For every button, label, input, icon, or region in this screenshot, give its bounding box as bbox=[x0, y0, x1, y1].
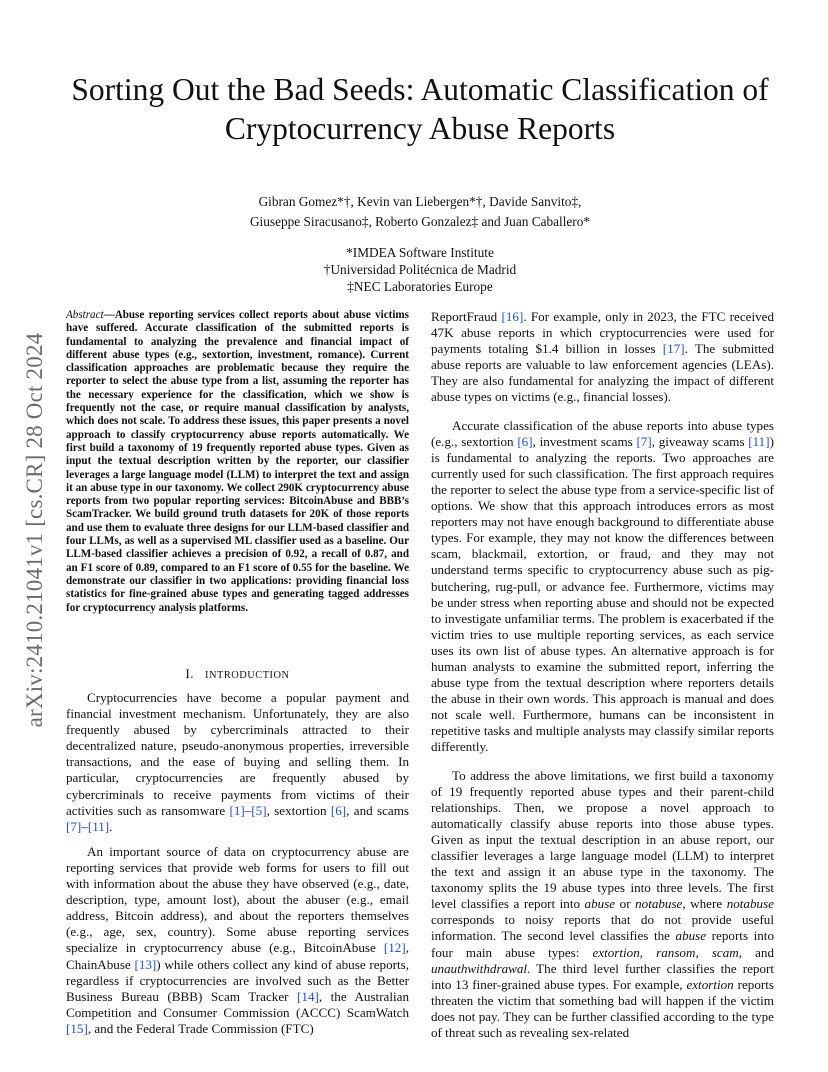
text-run: ) while others collect any kind of abuse reports, regardless if cryptocurrencies are involved such as the Better Business Bureau (BBB) Scam Tracker bbox=[66, 956, 409, 1004]
emphasis: extortion bbox=[592, 944, 640, 960]
citation-link[interactable]: [11] bbox=[87, 818, 110, 834]
text-run: corresponds to noisy reports that do not provide useful information. The second level classifies the bbox=[431, 912, 774, 944]
text-run: , giveaway scams bbox=[651, 433, 749, 449]
text-run: reports into four main abuse types: bbox=[431, 928, 774, 960]
text-run: , bbox=[639, 944, 657, 960]
text-run: , ChainAbuse bbox=[66, 940, 409, 972]
abstract-text: —Abuse reporting services collect reports about abuse victims have suffered. Accurate classification of the submitted reports is fundamental to analyzing the prevalence and financial impact of different abuse types (e.g., sextortion, investment, romance). Current classification approaches are problematic because they require the reporter to select the abuse type from a list, assuming the reporter has the necessary experience for the classification, which we show is frequently not the case, or require manual classification by analysts, which does not scale. To address these issues, this paper presents a novel approach to classify cryptocurrency abuse reports automatically. We first build a taxonomy of 19 frequently reported abuse types. Given as input the textual description written by the reporter, our classifier leverages a large language model (LLM) to interpret the text and assign it an abuse type in our taxonomy. We collect 290K cryptocurrency abuse reports from two popular reporting services: BitcoinAbuse and BBB’s ScamTracker. We build ground truth datasets for 20K of those reports and use them to evaluate three designs for our LLM-based classifier and four LLMs, as well as a supervised ML classifier used as a baseline. Our LLM-based classifier achieves a precision of 0.92, a recall of 0.87, and an F1 score of 0.89, compared to an F1 score of 0.55 for the baseline. We demonstrate our classifier in two applications: providing financial loss statistics for fine-grained abuse types and generating tagged addresses for cryptocurrency analysis platforms. bbox=[66, 309, 409, 614]
text-run: , sextortion bbox=[266, 802, 331, 818]
citation-link[interactable]: [16] bbox=[501, 309, 524, 324]
text-run: reports threaten the victim that something bad will happen if the victim does not pay. They can be further classified according to the type of threat such as revealing sex-related bbox=[431, 976, 774, 1041]
emphasis: abuse bbox=[584, 896, 616, 912]
emphasis: ransom bbox=[656, 944, 696, 960]
text-run: To address the above limitations, we first build a taxonomy of 19 frequently reported abuse types and their parent-child relationships. Then, we propose a novel approach to automatically classify abuse reports into those abuse types. Given as input the textual description in an abuse report, our classifier leverages a large language model (LLM) to interpret the text and assign it an abuse type in the taxonomy. The taxonomy splits the 19 abuse types into three levels. The first level classifies a report into bbox=[431, 767, 774, 912]
text-run: . For example, only in 2023, the FTC received 47K abuse reports in which cryptocurrencies were used for payments totaling $1.4 billion in losses bbox=[431, 309, 774, 357]
abstract-label: Abstract bbox=[66, 309, 104, 321]
section-title: INTRODUCTION bbox=[205, 670, 290, 681]
introduction-text bbox=[66, 690, 409, 1037]
paragraph-intro-1 bbox=[66, 690, 409, 835]
citation-link[interactable]: [12] bbox=[383, 940, 406, 956]
text-run: . The third level further classifies the report into 13 finer-grained abuse types. For example, bbox=[431, 960, 774, 992]
citation-link[interactable]: [1] bbox=[229, 802, 245, 818]
arxiv-stamp-text: arXiv:2410.21041v1 [cs.CR] 28 Oct 2024 bbox=[22, 332, 47, 728]
text-run: – bbox=[244, 802, 252, 818]
text-run: , investment scams bbox=[532, 433, 637, 449]
emphasis: unauthwithdrawal bbox=[431, 960, 528, 976]
text-run: Accurate classification of the abuse reports into abuse types (e.g., sextortion bbox=[431, 417, 774, 449]
text-run: , the Australian Competition and Consumer Commission (ACCC) ScamWatch bbox=[66, 988, 410, 1020]
citation-link[interactable]: [7] bbox=[636, 433, 652, 449]
affiliation-nec: ‡NEC Laboratories Europe bbox=[347, 279, 493, 294]
paragraph-classification bbox=[431, 418, 774, 756]
paragraph-approach bbox=[431, 768, 774, 1042]
citation-link[interactable]: [17] bbox=[662, 341, 685, 357]
text-run: ) is fundamental to analyzing the reports. Two approaches are currently used for such classification. The first approach requires the reporter to select the abuse type from a service-specific list of options. We show that this approach introduces errors as most reporters may not have enough background to differentiate abuse types. For example, they may not know the differences between scam, blackmail, extortion, or fraud, and they may not understand terms specific to cryptocurrency abuse such as pig-butchering, rug-pull, or advance fee. Furthermore, victims may be under stress when reporting abuse and should not be expected to investigate unfamiliar terms. The problem is exacerbated if the victim tries to use multiple reporting services, as each service uses its own list of abuse types. An alternative approach is for human analysts to examine the submitted report, inferring the abuse type from the textual description where reporters details the abuse in their own words. This approach is manual and does not scale well. Furthermore, humans can be inconsistent in repetitive tasks and multiple analysts may classify similar reports differently. bbox=[431, 433, 774, 755]
paragraph-intro-2 bbox=[66, 844, 409, 1037]
section-number: I. bbox=[185, 667, 194, 681]
text-run: , and the Federal Trade Commission (FTC) bbox=[87, 1020, 314, 1036]
text-run: , where bbox=[682, 896, 727, 912]
citation-link[interactable]: [6] bbox=[330, 802, 347, 818]
section-heading-introduction bbox=[66, 667, 409, 682]
text-run: , and scams bbox=[346, 802, 409, 818]
text-run: , and bbox=[738, 944, 775, 960]
paragraph-continued bbox=[431, 309, 774, 406]
text-run: ReportFraud bbox=[431, 309, 502, 324]
emphasis: scam bbox=[711, 944, 739, 960]
citation-link[interactable]: [11] bbox=[748, 433, 770, 449]
text-run: Cryptocurrencies have become a popular payment and financial investment mechanism. Unfortunately, they are also frequently abused by cybercriminals attracted to their decentralized nature, pseudo-anonymous properties, irreversible transactions, and the ease of buying and selling them. In particular, cryptocurrencies are frequently abused by cybercriminals to receive payments from victims of their activities such as ransomware bbox=[66, 690, 409, 818]
text-run: An important source of data on cryptocurrency abuse are reporting services that provide web forms for users to fill out with information about the abuse they have observed (e.g., date, description, type, amount lost), about the abuser (e.g., email address, Bitcoin address), and about the reporters themselves (e.g., age, sex, country). Some abuse reporting services specialize in cryptocurrency abuse (e.g., BitcoinAbuse bbox=[66, 843, 409, 956]
affiliation-imdea: *IMDEA Software Institute bbox=[346, 245, 494, 260]
abstract bbox=[66, 309, 409, 615]
citation-link[interactable]: [13] bbox=[134, 956, 157, 972]
text-run: or bbox=[615, 896, 636, 912]
citation-link[interactable]: [6] bbox=[517, 433, 533, 449]
emphasis: abuse bbox=[675, 928, 707, 944]
author-list bbox=[150, 192, 690, 232]
affiliation-upm: †Universidad Politécnica de Madrid bbox=[323, 262, 517, 277]
authors-line-2: Giuseppe Siracusano‡, Roberto Gonzalez‡ and Juan Caballero* bbox=[249, 214, 591, 229]
paper-title: Sorting Out the Bad Seeds: Automatic Classification of Cryptocurrency Abuse Reports bbox=[71, 72, 769, 146]
emphasis: notabuse bbox=[635, 896, 683, 912]
emphasis: extortion bbox=[686, 976, 734, 992]
text-run: . bbox=[109, 818, 113, 834]
citation-link[interactable]: [7] bbox=[66, 818, 82, 834]
citation-link[interactable]: [14] bbox=[297, 988, 319, 1004]
authors-line-1: Gibran Gomez*†, Kevin van Liebergen*†, Davide Sanvito‡, bbox=[258, 194, 582, 209]
text-run: . The submitted abuse reports are valuable to law enforcement agencies (LEAs). They are also fundamental for analyzing the impact of different abuse types on victims (e.g., financial losses). bbox=[431, 341, 774, 405]
citation-link[interactable]: [5] bbox=[251, 802, 267, 818]
right-column-text bbox=[431, 309, 774, 1041]
citation-link[interactable]: [15] bbox=[66, 1020, 88, 1036]
arxiv-stamp bbox=[20, 300, 50, 760]
emphasis: notabuse bbox=[726, 896, 774, 912]
text-run: – bbox=[81, 818, 88, 834]
affiliations bbox=[250, 244, 590, 295]
text-run: , bbox=[695, 944, 712, 960]
